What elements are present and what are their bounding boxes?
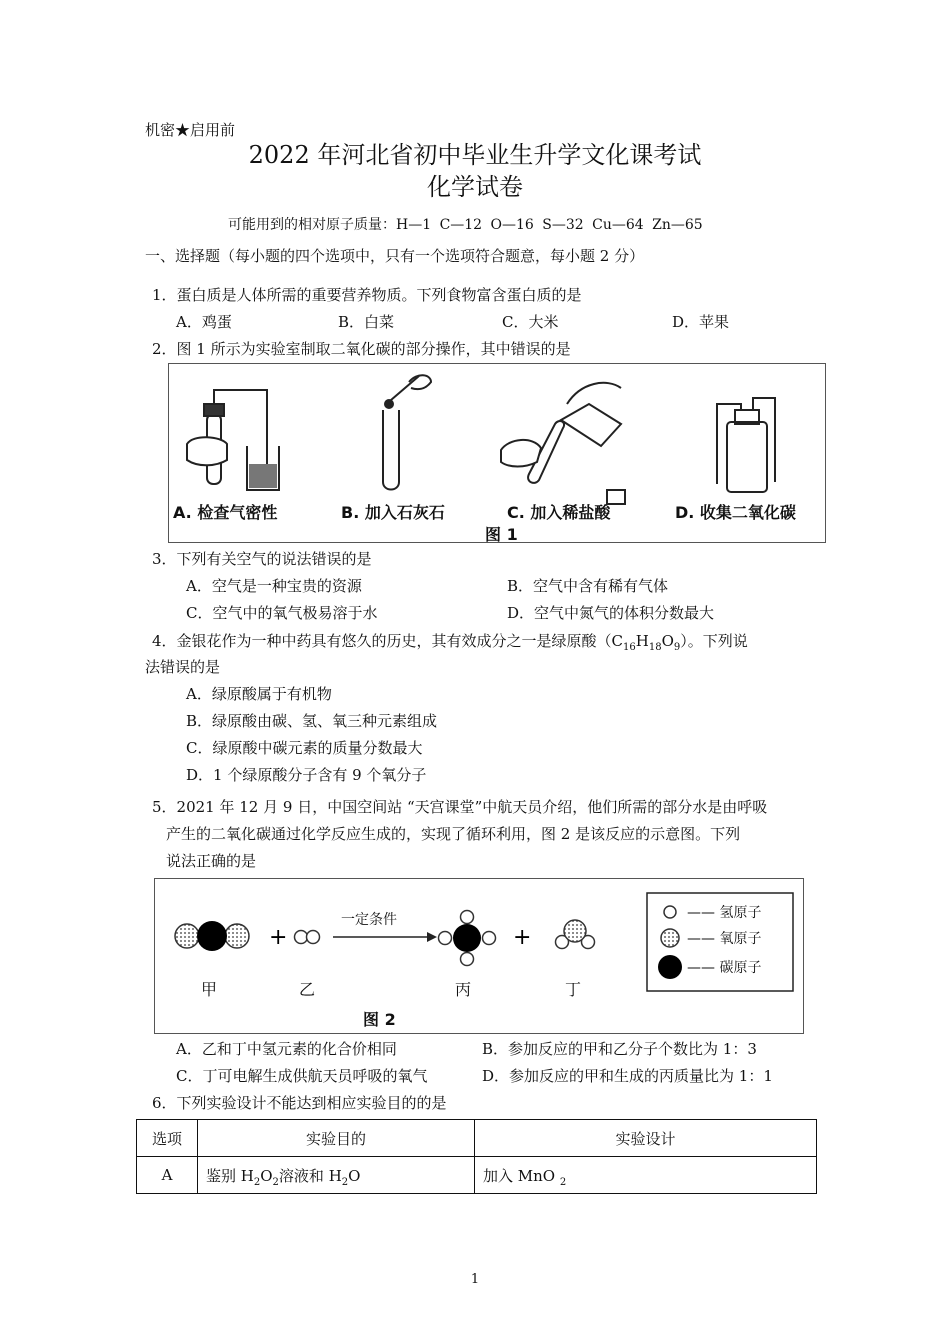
plus-sign-2: + (513, 925, 532, 950)
plus-sign-1: + (269, 925, 288, 950)
reaction-arrow-head (427, 932, 437, 942)
q1-option-c: C．大米 (502, 313, 559, 331)
bing-hydrogen-atom-4 (483, 932, 496, 945)
q3-option-a: A．空气是一种宝贵的资源 (186, 577, 362, 595)
table-header-row (137, 1120, 817, 1157)
question-5-stem-line-3: 说法正确的是 (166, 852, 257, 870)
question-3-stem: 3．下列有关空气的说法错误的是 (152, 550, 372, 568)
question-4-stem-line-2: 法错误的是 (145, 658, 221, 676)
legend-oxygen-label: —— 氧原子 (687, 931, 762, 947)
experiment-table (136, 1119, 817, 1194)
q5-option-b: B．参加反应的甲和乙分子个数比为 1：3 (482, 1040, 757, 1058)
q3-option-b: B．空气中含有稀有气体 (507, 577, 669, 595)
q4-option-a: A．绿原酸属于有机物 (186, 685, 332, 703)
row-a-option: A (137, 1157, 198, 1194)
q4-option-c: C．绿原酸中碳元素的质量分数最大 (186, 739, 423, 757)
question-2-stem: 2．图 1 所示为实验室制取二氧化碳的部分操作，其中错误的是 (152, 340, 571, 358)
legend-hydrogen-symbol (664, 906, 676, 918)
table-header-purpose: 实验目的 (198, 1120, 475, 1157)
question-6-stem: 6．下列实验设计不能达到相应实验目的的是 (152, 1094, 447, 1112)
jia-oxygen-atom-2 (225, 924, 249, 948)
yi-hydrogen-atom-2 (307, 931, 320, 944)
molecule-label-jia: 甲 (201, 980, 218, 999)
row-a-design: 加入 MnO $_2$ (475, 1157, 817, 1194)
q3-option-c: C．空气中的氧气极易溶于水 (186, 604, 378, 622)
figure-1-label-b: B. 加入石灰石 (341, 503, 445, 522)
exam-subtitle: 化学试卷 (427, 173, 523, 201)
q1-option-a: A．鸡蛋 (176, 313, 232, 331)
table-header-design: 实验设计 (475, 1120, 817, 1157)
legend-oxygen-symbol (661, 929, 679, 947)
question-5-stem-line-1: 5．2021 年 12 月 9 日，中国空间站 “天宫课堂”中航天员介绍，他们所需的部分水是由呼吸 (152, 798, 768, 816)
q3-option-d: D．空气中氮气的体积分数最大 (507, 604, 715, 622)
figure-1 (168, 363, 826, 543)
table-header-option: 选项 (137, 1120, 198, 1157)
q1-option-d: D．苹果 (672, 313, 730, 331)
q5-option-c: C．丁可电解生成供航天员呼吸的氧气 (176, 1067, 428, 1085)
bing-hydrogen-atom-1 (461, 911, 474, 924)
q4-option-d: D．1 个绿原酸分子含有 9 个氧分子 (186, 766, 427, 784)
jia-carbon-atom (197, 921, 227, 951)
molecule-label-yi: 乙 (299, 980, 316, 999)
row-a-purpose: 鉴别 $H_2O_2$溶液和 $H_2O$ (198, 1157, 475, 1194)
q5-option-a: A．乙和丁中氢元素的化合价相同 (176, 1040, 397, 1058)
figure-2-caption: 图 2 (363, 1010, 396, 1029)
reaction-condition: 一定条件 (341, 912, 397, 928)
legend-carbon-symbol (658, 955, 682, 979)
figure-1-caption: 图 1 (485, 525, 518, 544)
figure-1-label-c: C. 加入稀盐酸 (507, 503, 611, 522)
legend-carbon-label: —— 碳原子 (687, 960, 762, 976)
section-heading: 一、选择题（每小题的四个选项中，只有一个选项符合题意，每小题 2 分） (145, 247, 645, 265)
legend-hydrogen-label: —— 氢原子 (687, 905, 762, 921)
ding-oxygen-atom (564, 920, 586, 942)
figure-1-label-d: D. 收集二氧化碳 (675, 503, 796, 522)
q1-option-b: B．白菜 (338, 313, 395, 331)
question-1-stem: 1．蛋白质是人体所需的重要营养物质。下列食物富含蛋白质的是 (152, 286, 582, 304)
page-number: 1 (470, 1272, 480, 1287)
question-5-stem-line-2: 产生的二氧化碳通过化学反应生成的，实现了循环利用，图 2 是该反应的示意图。下列 (166, 825, 741, 843)
confidential-mark: 机密★启用前 (145, 121, 236, 139)
molecule-label-ding: 丁 (565, 980, 582, 999)
jia-oxygen-atom-1 (175, 924, 199, 948)
bing-carbon-atom (453, 924, 481, 952)
q5-option-d: D．参加反应的甲和生成的丙质量比为 1：1 (482, 1067, 773, 1085)
bing-hydrogen-atom-3 (439, 932, 452, 945)
q4-option-b: B．绿原酸由碳、氢、氧三种元素组成 (186, 712, 438, 730)
atomic-masses: 可能用到的相对原子质量：H—1 C—12 O—16 S—32 Cu—64 Zn—65 (228, 217, 703, 233)
question-4-stem: 4．金银花作为一种中药具有悠久的历史，其有效成分之一是绿原酸$(C_{16}H_{18}O_9)$。下列说 (152, 632, 748, 653)
yi-hydrogen-atom-1 (295, 931, 308, 944)
table-row (137, 1157, 817, 1194)
exam-title: 2022 年河北省初中毕业生升学文化课考试 (248, 141, 702, 169)
figure-2 (154, 878, 804, 1034)
molecule-label-bing: 丙 (455, 980, 472, 999)
figure-1-label-a: A. 检查气密性 (173, 503, 278, 522)
bing-hydrogen-atom-2 (461, 953, 474, 966)
